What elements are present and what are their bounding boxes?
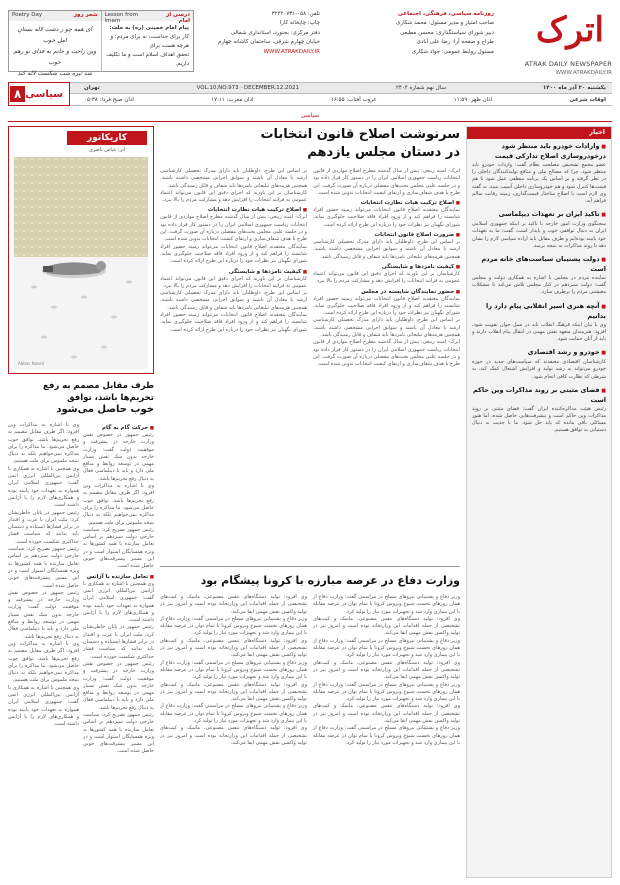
story-paragraph: نمایندگان معتقدند اصلاح قانون انتخابات می‌تواند زمینه حضور افراد شایسته را فراهم کند و از ورود افراد فاقد صلاحیت جلوگیری نماید. شورای نگهبان نیز نظرات خود را درباره این طرح ارائه کرده است.	[160, 243, 307, 265]
story-paragraph: کارشناسان بر این باورند که اجرای دقیق این قانون می‌تواند اعتماد عمومی به فرایند انتخابات را افزایش دهد و مشارکت مردم را بالا ببرد.	[160, 275, 307, 289]
story-paragraph: وی افزود: تولید دستگاه‌های تنفس مصنوعی، ماسک و کیت‌های تشخیصی از جمله اقدامات این وزارتخانه بوده است و امروز نیز در تولید واکسن نقش مهمی ایفا می‌کند.	[160, 681, 307, 703]
defense-story-col	[160, 594, 307, 747]
info-line: طراح و صفحه آرا: رضا علی آبادی	[416, 39, 494, 46]
story-paragraph: کارشناسان بر این باورند که اجرای دقیق این قانون می‌تواند اعتماد عمومی به فرایند انتخابات را افزایش دهد و مشارکت مردم را بالا ببرد.	[313, 270, 460, 285]
story-paragraph: وزیر دفاع و پشتیبانی نیروهای مسلح در مراسمی گفت: وزارت دفاع از همان روزهای نخست شیوع ویروس کرونا با تمام توان در عرصه مقابله با این بیماری وارد شد و تجهیزات مورد نیاز را تولید کرد.	[313, 681, 460, 703]
brief-body: کارشناسان اقتصادی معتقدند که سیاست‌های جدید در حوزه خودرو می‌تواند به رشد تولید و افزایش اشتغال کمک کند، به شرطی که نظارت کافی انجام شود.	[472, 359, 606, 380]
story-paragraph: وزیر دفاع و پشتیبانی نیروهای مسلح در مراسمی گفت: وزارت دفاع از همان روزهای نخست شیوع ویروس کرونا با تمام توان در عرصه مقابله با این بیماری وارد شد و تجهیزات مورد نیاز را تولید کرد.	[313, 594, 460, 615]
contact-line: خیابان چهارم شرقی، ساختمان کاشانه چهارم	[218, 39, 320, 46]
story-paragraph: رئیس جمهور در پایان خاطرنشان کرد: ملت ایران با عزت و اقتدار در برابر فشارها ایستاده و دشمنان باید بدانند که سیاست فشار حداکثری شکست خورده است.	[83, 624, 154, 660]
prayer-times-bar	[8, 94, 612, 106]
story-paragraph: وی همچنین با اشاره به همکاری با آژانس بین‌المللی انرژی اتمی گفت: جمهوری اسلامی ایران همواره به تعهدات خود پایبند بوده و همکاری‌های لازم را با آژانس داشته است.	[83, 580, 154, 624]
cartoon-signature: Abbas Naseri	[18, 361, 45, 366]
cartoon-credit: اثر: عباس ناصری	[88, 147, 126, 153]
info-line: صاحب امتیاز و مدیر مسئول: محمد شکاری	[396, 20, 494, 27]
page-number: ۸	[10, 86, 25, 102]
story-subhead: ■ ضرورت اصلاح قانون انتخابات	[313, 232, 460, 238]
story-paragraph: بر اساس این طرح، داوطلبان باید دارای مدرک تحصیلی کارشناسی ارشد یا معادل آن باشند و سوابق اجرایی مشخصی داشته باشند. همچنین هزینه‌های تبلیغاتی نامزدها باید شفاف و قابل رسیدگی باشد.	[160, 290, 307, 311]
story-paragraph: بر اساس این طرح، داوطلبان باید دارای مدرک تحصیلی کارشناسی ارشد یا معادل آن باشند و سوابق اجرایی مشخصی داشته باشند. همچنین هزینه‌های تبلیغاتی نامزدها باید شفاف و قابل رسیدگی باشد.	[313, 239, 460, 260]
brief-title[interactable]: ■ تاکید ایران بر تعهدات دیپلماسی	[472, 210, 606, 220]
story-paragraph: رئیس جمهور در خصوص نقش وزارت خارجه در پیشرفت و موفقیت دولت گفت: وزارت خارجه بدون شک نقش بسیار مهمی در توسعه روابط و منافع ملی دارد و باید با دیپلماسی فعال به دنبال رفع تحریم‌ها باشد.	[8, 589, 79, 640]
story-paragraph: رئیس جمهور در خصوص نقش وزارت خارجه در پیشرفت و موفقیت دولت گفت: وزارت خارجه بدون شک نقش بسیار مهمی در توسعه روابط و منافع ملی دارد و باید با دیپلماسی فعال به دنبال رفع تحریم‌ها باشد.	[83, 660, 154, 711]
section-strip: سیاسی	[8, 112, 612, 122]
date-item: سال نهم شماره ۲۴۰۴	[395, 85, 446, 91]
left-story-col	[83, 422, 154, 756]
left-headline-line: طرف مقابل مصمم به رفع تحریم‌ها باشد، توافق	[43, 381, 154, 403]
story-subhead: ■ اصلاح ترکیب هیات نظارت انتخابات	[160, 207, 307, 213]
contact-line: دفتر مرکزی: بجنورد، استانداری شمالی	[230, 29, 320, 36]
story-paragraph: وی افزود: تولید دستگاه‌های تنفس مصنوعی، ماسک و کیت‌های تشخیصی از جمله اقدامات این وزارتخانه بوده است و امروز نیز در تولید واکسن نقش مهمی ایفا می‌کند.	[160, 725, 307, 746]
brief-body: نماینده مردم در مجلس با اشاره به همکاری دولت و مجلس گفت: دولت سیزدهم در کنار مجلس تلاش می‌کند تا مشکلات معیشتی مردم را برطرف سازد.	[472, 275, 606, 296]
poem-line: وین راحت و جانم به فدای تو رهم خوب	[13, 48, 97, 66]
cartoon-box	[8, 126, 154, 374]
story-paragraph: وی با اشاره به مذاکرات وین افزود: اگر طرف مقابل مصمم به رفع تحریم‌ها باشد، توافق خوب حاصل می‌شود. ما مذاکره را برای مذاکره نمی‌خواهیم بلکه به دنبال نتیجه ملموس برای ملت هستیم.	[8, 640, 79, 684]
defense-story	[160, 566, 460, 878]
brief-body: عضو مجمع تشخیص مصلحت نظام گفت: واردات خودرو باید منتظر شود. چرا که مصالح ملی و منافع تولیدکنندگان داخلی را در نظر گرفته و بر اساس یک برنامه منطقی عمل شود تا هم قیمت‌ها کنترل شود و هم خودروسازی داخلی آسیب نبیند. به گفته وی لازم است با اصلاح ساختار قیمت‌گذاری، زمینه رقابت سالم فراهم آید.	[472, 162, 606, 205]
info-line: روزنامه سیاسی، فرهنگی، اجتماعی	[397, 11, 494, 17]
story-paragraph: وزیر دفاع و پشتیبانی نیروهای مسلح در مراسمی گفت: وزارت دفاع از همان روزهای نخست شیوع ویروس کرونا با تمام توان در عرصه مقابله با این بیماری وارد شد و تجهیزات مورد نیاز را تولید کرد.	[313, 725, 460, 746]
story-paragraph: کارشناسان بر این باورند که اجرای دقیق این قانون می‌تواند اعتماد عمومی به فرایند انتخابات را افزایش دهد و مشارکت مردم را بالا ببرد.	[160, 189, 307, 204]
brief-body: سخنگوی وزارت امور خارجه با تاکید بر اینکه جمهوری اسلامی ایران به دنبال توافقی خوب و پایدار است، گفت: ما به تعهدات خود پایبند بوده‌ایم و طرف مقابل باید اراده سیاسی لازم را نشان دهد تا روند مذاکرات به نتیجه برسد.	[472, 221, 606, 249]
poem-head-right: شعر روز	[73, 12, 98, 18]
prayer-item: اذان صبح فردا: ۰۵:۳۸	[84, 96, 134, 103]
contact-line: چاپ: چاپخانه کارا	[279, 20, 320, 27]
brief-item	[467, 299, 611, 346]
page-label	[8, 82, 70, 106]
story-paragraph: وی افزود: تولید دستگاه‌های تنفس مصنوعی، ماسک و کیت‌های تشخیصی از جمله اقدامات این وزارتخانه بوده است و امروز نیز در تولید واکسن نقش مهمی ایفا می‌کند.	[313, 615, 460, 637]
story-paragraph: رئیس جمهور تصریح کرد: سیاست خارجی دولت سیزدهم بر اساس تعامل سازنده با همه کشورها به ویژه همسایگان استوار است و در این مسیر پیشرفت‌های خوبی حاصل شده است.	[83, 526, 154, 570]
prayer-item: اوقات شرعی	[569, 96, 606, 103]
quote-line: کار برای خداست، نه برای مردم؛ و هرچه هست برای	[110, 34, 189, 49]
left-headline-line: خوب حاصل می‌شود	[56, 404, 154, 415]
story-paragraph: وزیر دفاع و پشتیبانی نیروهای مسلح در مراسمی گفت: وزارت دفاع از همان روزهای نخست شیوع ویروس کرونا با تمام توان در عرصه مقابله با این بیماری وارد شد و تجهیزات مورد نیاز را تولید کرد.	[160, 659, 307, 681]
brief-item	[467, 207, 611, 252]
brief-body: رئیس هیئت مذاکره‌کننده ایران گفت: فضای مثبتی بر روند مذاکرات وین حاکم است و پیشرفت‌هایی حاصل شده، اما هنوز مسائلی باقی مانده که باید حل شود. ما با جدیت به دنبال دستیابی به توافق هستیم.	[472, 405, 606, 434]
poem-head	[9, 11, 102, 21]
story-paragraph: وی افزود: تولید دستگاه‌های تنفس مصنوعی، ماسک و کیت‌های تشخیصی از جمله اقدامات این وزارتخانه بوده است و امروز نیز در تولید واکسن نقش مهمی ایفا می‌کند.	[160, 637, 307, 659]
page-section-name: سیاسی	[25, 88, 63, 100]
cartoon-image	[14, 157, 148, 369]
brief-title[interactable]: ■ وارادات خودرو باید منتظر شود درخودروسازی اصلاح تدارکی قیمت	[472, 142, 606, 161]
brief-item	[467, 383, 611, 437]
brief-title[interactable]: ■ دولت پشتیبان سیاست‌های خانه مردم است	[472, 255, 606, 274]
story-paragraph: وی همچنین با اشاره به همکاری با آژانس بین‌المللی انرژی اتمی گفت: جمهوری اسلامی ایران همواره به تعهدات خود پایبند بوده و همکاری‌های لازم را با آژانس داشته است.	[8, 684, 79, 728]
quote-line: پیام امام خمینی (ره) به ملت:	[109, 25, 189, 31]
story-subhead: ■ تعامل سازنده با آژانس	[83, 574, 154, 580]
prayer-item: اذان مغرب: ۱۷:۱۱	[211, 96, 254, 103]
poem-line: شد تیره شب شکست لاله کند	[17, 70, 92, 77]
story-paragraph: اترک- امینه ربیعی: پیش از سال گذشته مطرح اصلاح مواردی از قانون انتخابات ریاست جمهوری اسلامی ایران را در دستور کار قرار داده بود و در جلسه علنی مجلس بحث‌های مفصلی درباره آن صورت گرفت. این طرح با هدف شفاف‌سازی و ارتقای کیفیت انتخابات تدوین شده است.	[313, 339, 460, 368]
story-paragraph: وزیر دفاع و پشتیبانی نیروهای مسلح در مراسمی گفت: وزارت دفاع از همان روزهای نخست شیوع ویروس کرونا با تمام توان در عرصه مقابله با این بیماری وارد شد و تجهیزات مورد نیاز را تولید کرد.	[160, 703, 307, 725]
brief-title[interactable]: ■ آنچه هنری اسیر انقلابی پیام دارد را بدانیم	[472, 302, 606, 321]
story-paragraph: وی با اشاره به مذاکرات وین افزود: اگر طرف مقابل مصمم به رفع تحریم‌ها باشد، توافق خوب حاصل می‌شود. ما مذاکره را برای مذاکره نمی‌خواهیم بلکه به دنبال نتیجه ملموس برای ملت هستیم.	[83, 483, 154, 526]
date-item: تهران	[84, 85, 100, 91]
story-paragraph: وی همچنین با اشاره به همکاری با آژانس بین‌المللی انرژی اتمی گفت: جمهوری اسلامی ایران همواره به تعهدات خود پایبند بوده و همکاری‌های لازم را با آژانس داشته است.	[8, 465, 79, 509]
story-paragraph: اترک- امینه ربیعی: پیش از سال گذشته مطرح اصلاح مواردی از قانون انتخابات ریاست جمهوری اسلامی ایران را در دستور کار قرار داده بود و در جلسه علنی مجلس بحث‌های مفصلی درباره آن صورت گرفت. این طرح با هدف شفاف‌سازی و ارتقای کیفیت انتخابات تدوین شده است.	[313, 168, 460, 196]
brief-item	[467, 252, 611, 299]
story-paragraph: رئیس جمهور تصریح کرد: سیاست خارجی دولت سیزدهم بر اساس تعامل سازنده با همه کشورها به ویژه همسایگان استوار است و در این مسیر پیشرفت‌های خوبی حاصل شده است.	[8, 546, 79, 589]
logo-text: اترک	[535, 10, 604, 50]
story-paragraph: نمایندگان معتقدند اصلاح قانون انتخابات می‌تواند زمینه حضور افراد شایسته را فراهم کند و از ورود افراد فاقد صلاحیت جلوگیری نماید. شورای نگهبان نیز نظرات خود را درباره این طرح ارائه کرده است.	[160, 312, 307, 333]
cartoon-sky	[14, 157, 148, 257]
logo-url: WWW.ATRAKDAILY.IR	[555, 70, 612, 76]
story-paragraph: رئیس جمهور در پایان خاطرنشان کرد: ملت ایران با عزت و اقتدار در برابر فشارها ایستاده و دشمنان باید بدانند که سیاست فشار حداکثری شکست خورده است.	[8, 509, 79, 545]
contact-line: تلفن: ۰۵۸-۳۲۲۲۰۷۳۱	[271, 11, 320, 17]
masthead-contact	[200, 10, 320, 57]
info-line: مسئول روابط عمومی: جواد شکاری	[411, 48, 494, 55]
poem-text	[9, 21, 102, 77]
quote-head-left: Lesson from Imam	[104, 12, 138, 24]
contact-line: WWW.ATRAKDAILY.IR	[263, 48, 320, 55]
story-paragraph: رئیس جمهور در خصوص نقش وزارت خارجه در پیشرفت و موفقیت دولت گفت: وزارت خارجه بدون شک نقش بسیار مهمی در توسعه روابط و منافع ملی دارد و باید با دیپلماسی فعال به دنبال رفع تحریم‌ها باشد.	[83, 432, 154, 482]
date-item: یکشنبه ۲۰ آذر ماه ۱۴۰۰	[542, 85, 606, 91]
news-briefs-column	[466, 126, 612, 878]
masthead-info	[324, 10, 494, 57]
story-subhead: ■ حرکت گام به گام	[83, 425, 154, 431]
story-paragraph: رئیس جمهور تصریح کرد: سیاست خارجی دولت سیزدهم بر اساس تعامل سازنده با همه کشورها به ویژه همسایگان استوار است و در این مسیر پیشرفت‌های خوبی حاصل شده است.	[83, 711, 154, 755]
story-paragraph: وزیر دفاع و پشتیبانی نیروهای مسلح در مراسمی گفت: وزارت دفاع از همان روزهای نخست شیوع ویروس کرونا با تمام توان در عرصه مقابله با این بیماری وارد شد و تجهیزات مورد نیاز را تولید کرد.	[160, 615, 307, 637]
cartoon-title: کاریکاتور	[67, 131, 147, 145]
quote-text	[102, 21, 194, 71]
poem-head-left: Poetry Day	[12, 12, 43, 18]
story-paragraph: وی افزود: تولید دستگاه‌های تنفس مصنوعی، ماسک و کیت‌های تشخیصی از جمله اقدامات این وزارتخانه بوده است و امروز نیز در تولید واکسن نقش مهمی ایفا می‌کند.	[313, 659, 460, 681]
story-paragraph: نمایندگان معتقدند اصلاح قانون انتخابات می‌تواند زمینه حضور افراد شایسته را فراهم کند و از ورود افراد فاقد صلاحیت جلوگیری نماید. شورای نگهبان نیز نظرات خود را درباره این طرح ارائه کرده است.	[313, 295, 460, 317]
story-paragraph: وی با اشاره به مذاکرات وین افزود: اگر طرف مقابل مصمم به رفع تحریم‌ها باشد، توافق خوب حاصل می‌شود. ما مذاکره را برای مذاکره نمی‌خواهیم بلکه به دنبال نتیجه ملموس برای ملت هستیم.	[8, 422, 79, 465]
main-story-headline[interactable]: سرنوشت اصلاح قانون انتخابات در دستان مجلس یازدهم	[260, 127, 460, 160]
brief-body: وی با بیان اینکه فرهنگ انقلاب باید در نسل جوان تقویت شود، افزود: هنرمندان متعهد نقش مهمی در انتقال پیام انقلاب دارند و باید از آنان حمایت شود.	[472, 321, 606, 343]
prayer-item: اذان ظهر: ۱۱:۵۹	[453, 96, 493, 103]
story-subhead: ■ حضور نمایندگان شایسته در مجلس	[313, 289, 460, 295]
story-paragraph: وزیر دفاع و پشتیبانی نیروهای مسلح در مراسمی گفت: وزارت دفاع از همان روزهای نخست شیوع ویروس کرونا با تمام توان در عرصه مقابله با این بیماری وارد شد و تجهیزات مورد نیاز را تولید کرد.	[313, 637, 460, 659]
logo	[500, 8, 612, 82]
poem-line: ای همه چو ز دشت لاله بستانِ امل خوب	[17, 26, 92, 44]
left-story-headline[interactable]	[8, 380, 154, 416]
story-subhead: ■ کیفیت نامزدها و شایستگی	[160, 269, 307, 275]
story-paragraph: اترک- امینه ربیعی: پیش از سال گذشته مطرح اصلاح مواردی از قانون انتخابات ریاست جمهوری اسلامی ایران را در دستور کار قرار داده بود و در جلسه علنی مجلس بحث‌های مفصلی درباره آن صورت گرفت. این طرح با هدف شفاف‌سازی و ارتقای کیفیت انتخابات تدوین شده است.	[160, 214, 307, 243]
poem-quote-box	[8, 10, 194, 77]
logo-english: ATRAK DAILY NEWSPAPER	[524, 60, 612, 68]
prayer-item: غروب آفتاب: ۱۶:۵۵	[330, 96, 377, 103]
story-paragraph: بر اساس این طرح، داوطلبان باید دارای مدرک تحصیلی کارشناسی ارشد یا معادل آن باشند و سوابق اجرایی مشخصی داشته باشند. همچنین هزینه‌های تبلیغاتی نامزدها باید شفاف و قابل رسیدگی باشد.	[313, 317, 460, 339]
defense-story-col	[313, 594, 460, 747]
brief-title[interactable]: ■ فضای مثبتی بر روند مذاکرات وین حاکم است	[472, 386, 606, 405]
left-story	[8, 380, 154, 878]
story-paragraph: وی افزود: تولید دستگاه‌های تنفس مصنوعی، ماسک و کیت‌های تشخیصی از جمله اقدامات این وزارتخانه بوده است و امروز نیز در تولید واکسن نقش مهمی ایفا می‌کند.	[313, 703, 460, 725]
quote-line: تحقق اهداف اسلام است و ما تکلیف داریم.	[106, 52, 189, 67]
main-story-col	[160, 168, 307, 369]
story-paragraph: وی افزود: تولید دستگاه‌های تنفس مصنوعی، ماسک و کیت‌های تشخیصی از جمله اقدامات این وزارتخانه بوده است و امروز نیز در تولید واکسن نقش مهمی ایفا می‌کند.	[160, 594, 307, 615]
brief-title[interactable]: ■ خودرو و رشد اقتصادی	[472, 348, 606, 358]
main-story-col	[313, 168, 460, 369]
info-line: دبیر شورای سیاستگذاری: محسن مطیعی	[399, 29, 494, 36]
briefs-header: اخبار	[467, 127, 611, 139]
defense-story-headline[interactable]: وزارت دفاع در عرصه مبارزه با کرونا پیشگام بود	[200, 574, 460, 587]
quote-head-right: درسی از امام	[166, 12, 190, 24]
left-story-col	[8, 422, 79, 756]
story-paragraph: نمایندگان معتقدند اصلاح قانون انتخابات می‌تواند زمینه حضور افراد شایسته را فراهم کند و از ورود افراد فاقد صلاحیت جلوگیری نماید. شورای نگهبان نیز نظرات خود را درباره این طرح ارائه کرده است.	[313, 207, 460, 228]
brief-item	[467, 139, 611, 207]
story-subhead: ■ کیفیت نامزدها و شایستگی	[313, 264, 460, 270]
brief-item	[467, 345, 611, 383]
date-bar	[8, 82, 612, 94]
story-paragraph: بر اساس این طرح، داوطلبان باید دارای مدرک تحصیلی کارشناسی ارشد یا معادل آن باشند و سوابق اجرایی مشخصی داشته باشند. همچنین هزینه‌های تبلیغاتی نامزدها باید شفاف و قابل رسیدگی باشد.	[160, 168, 307, 189]
story-subhead: ■ اصلاح ترکیب هیات نظارت انتخابات	[313, 200, 460, 206]
masthead	[8, 8, 612, 82]
quote-head	[102, 11, 194, 24]
main-story	[160, 126, 460, 556]
date-item: VOL.10,NO.973 · DECEMBER.12.2021	[196, 85, 300, 91]
